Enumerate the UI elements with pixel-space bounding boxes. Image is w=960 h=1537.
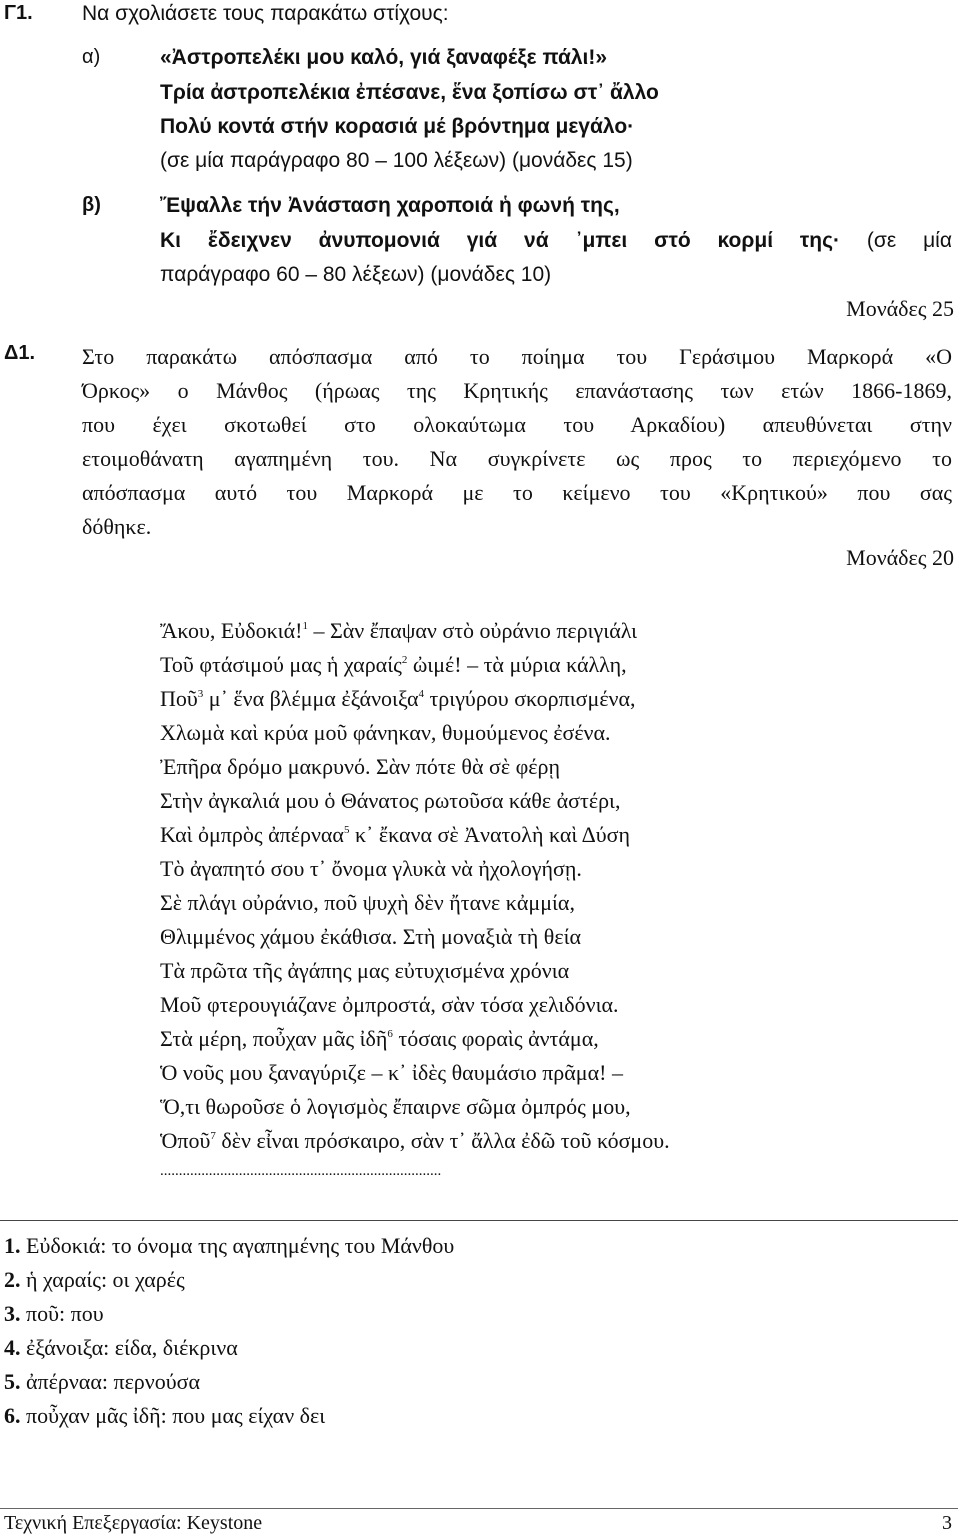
d1-line-2: Όρκος» ο Μάνθος (ήρωας της Κρητικής επανάστασης των ετών 1866-1869, <box>82 378 952 403</box>
poem-excerpt <box>160 614 670 1184</box>
g1-b-line2 <box>160 229 952 253</box>
footnote-item: 6. ποὖχαν μᾶς ἰδῆ: που μας είχαν δει <box>4 1403 326 1428</box>
poem-line: Στὴν ἀγκαλιά μου ὁ Θάνατος ρωτοῦσα κάθε ἀστέρι, <box>160 788 621 813</box>
poem-line: Τοῦ φτάσιμού μας ἡ χαραίς$^2$ ὠιμέ! – τὰ μύρια κάλλη, <box>160 652 627 677</box>
g1-a-label: α) <box>82 46 101 68</box>
poem-line: Ὁποῦ$^7$ δὲν εἶναι πρόσκαιρο, σὰν τ᾽ ἄλλα ἐδῶ τοῦ κόσμου. <box>160 1128 670 1153</box>
d1-line-5: απόσπασμα αυτό του Μαρκορά με το κείμενο του «Κρητικού» που σας <box>82 480 952 505</box>
d1-line-1: Στο παρακάτω απόσπασμα από το ποίημα του Γεράσιμου Μαρκορά «Ο <box>82 344 952 369</box>
poem-line: Τὰ πρῶτα τῆς ἀγάπης μας εὐτυχισμένα χρόνια <box>160 958 570 983</box>
g1-instruction: Να σχολιάσετε τους παρακάτω στίχους: <box>82 2 449 25</box>
d1-paragraph <box>82 340 952 544</box>
footnote-item: 4. ἐξάνοιξα: είδα, διέκρινα <box>4 1335 238 1360</box>
d1-line-6: δόθηκε. <box>82 514 152 539</box>
g1-a-note: (σε μία παράγραφο 80 – 100 λέξεων) (μονάδες 15) <box>160 149 633 172</box>
d1-points: Μονάδες 20 <box>846 545 954 570</box>
footer-credit: Τεχνική Επεξεργασία: Keystone <box>4 1512 263 1534</box>
d1-line-3: που έχει σκοτωθεί στο ολοκαύτωμα του Αρκαδίου) απευθύνεται στην <box>82 412 952 437</box>
poem-ellipsis: ........................................................................... <box>160 1163 442 1179</box>
footnote-item: 5. ἀπέρναα: περνούσα <box>4 1369 201 1394</box>
poem-line: Καὶ ὀμπρὸς ἀπέρναα$^5$ κ᾽ ἔκανα σὲ Ἀνατολὴ καὶ Δύση <box>160 822 631 847</box>
footnote-item: 3. ποῦ: που <box>4 1301 104 1326</box>
d1-number: Δ1. <box>4 342 36 364</box>
poem-line: Θλιμμένος χάμου ἐκάθισα. Στὴ μοναξιὰ τὴ θεία <box>160 924 582 949</box>
poem-line: Ποῦ$^3$ μ᾽ ἕνα βλέμμα ἐξάνοιξα$^4$ τριγύρου σκορπισμένα, <box>160 686 636 711</box>
poem-line: Χλωμὰ καὶ κρύα μοῦ φάνηκαν, θυμούμενος ἐσένα. <box>160 720 611 745</box>
poem-line: Ὅ,τι θωροῦσε ὁ λογισμὸς ἔπαιρνε σῶμα ὀμπρός μου, <box>160 1094 631 1119</box>
g1-b-line2-rest: (σε μία <box>840 229 952 252</box>
g1-b-note: παράγραφο 60 – 80 λέξεων) (μονάδες 10) <box>160 263 552 286</box>
page-number: 3 <box>942 1512 952 1534</box>
footnote-item: 2. ἡ χαραίς: οι χαρές <box>4 1267 185 1292</box>
poem-line: Ἐπῆρα δρόμο μακρυνό. Σὰν πότε θὰ σὲ φέρῃ <box>160 754 560 779</box>
g1-a-line3: Πολύ κοντά στήν κορασιά μέ βρόντημα μεγάλο· <box>160 115 635 138</box>
footer-divider <box>0 1508 958 1509</box>
poem-line: Στὰ μέρη, ποὖχαν μᾶς ἰδῆ$^6$ τόσαις φοραὶς ἀντάμα, <box>160 1026 599 1051</box>
footnotes <box>4 1229 454 1433</box>
poem-line: Ἄκου, Εὐδοκιά!$^1$ – Σὰν ἔπαψαν στὸ οὐράνιο περιγιάλι <box>160 618 638 643</box>
footnote-item: 1. Εὐδοκιά: το όνομα της αγαπημένης του Μάνθου <box>4 1233 455 1258</box>
g1-points: Μονάδες 25 <box>846 296 954 321</box>
poem-line: Σὲ πλάγι οὐράνιο, ποῦ ψυχὴ δὲν ἤτανε κἀμμία, <box>160 890 575 915</box>
g1-a-line2: Τρία ἀστροπελέκια ἐπέσανε, ἕνα ξοπίσω στ᾽ ἄλλο <box>160 81 659 104</box>
poem-line: Ὁ νοῦς μου ξαναγύριζε – κ᾽ ἰδὲς θαυμάσιο πρᾶμα! – <box>160 1060 623 1085</box>
g1-b-line1: Ἔψαλλε τήν Ἀνάσταση χαροποιά ἡ φωνή της, <box>160 194 620 217</box>
poem-line: Μοῦ φτερουγιάζανε ὀμπροστά, σὰν τόσα χελιδόνια. <box>160 992 619 1017</box>
g1-b-label: β) <box>82 194 101 216</box>
g1-b-line2-bold: Κι ἔδειχνεν ἀνυπομονιά γιά νά ᾽μπει στό κορμί της· <box>160 229 841 252</box>
g1-a-line1: «Ἀστροπελέκι μου καλό, γιά ξαναφέξε πάλι!» <box>160 46 608 69</box>
g1-number: Γ1. <box>4 2 33 24</box>
poem-line: Τὸ ἀγαπητό σου τ᾽ ὄνομα γλυκὰ νὰ ἠχολογήσῃ. <box>160 856 582 881</box>
d1-line-4: ετοιμοθάνατη αγαπημένη του. Να συγκρίνετε ως προς το περιεχόμενο το <box>82 446 952 471</box>
footnote-divider <box>0 1220 958 1221</box>
